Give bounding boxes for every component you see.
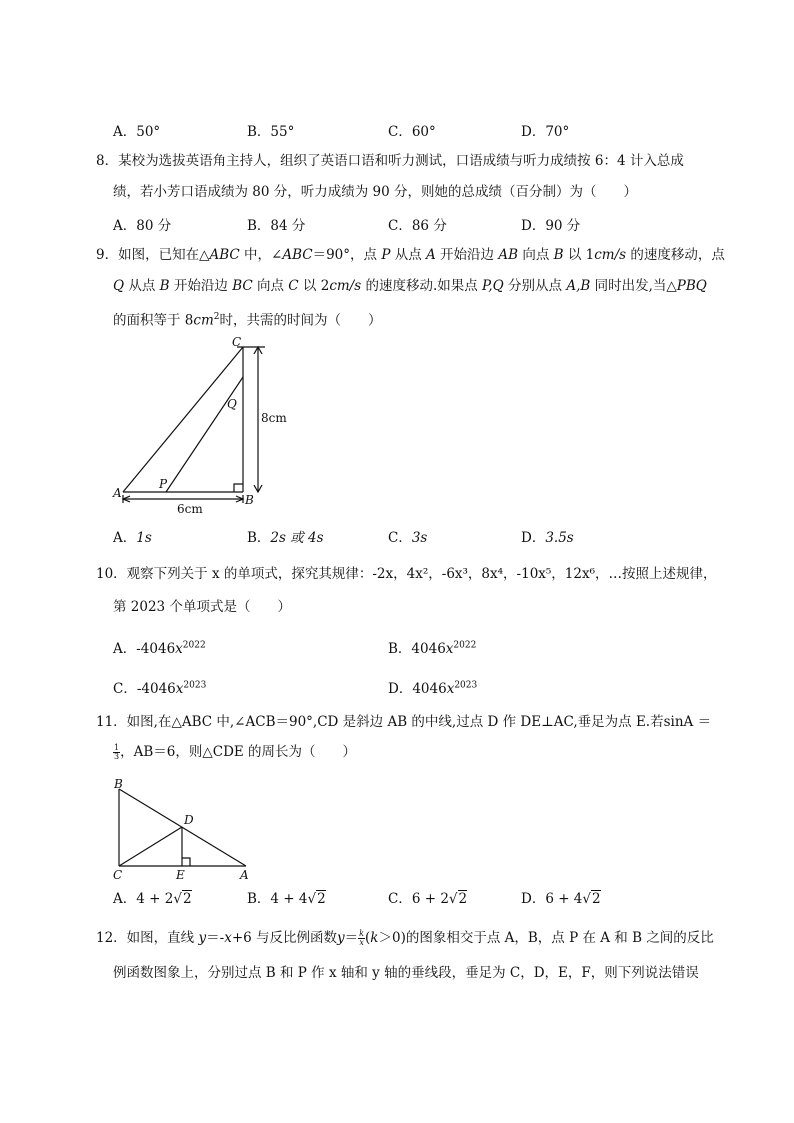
q9-line-1: 9．如图，已知在△ABC 中，∠ABC＝90°，点 P 从点 A 开始沿边 AB 向点 B 以 1cm/s 的速度移动，点 — [96, 247, 725, 263]
label-height: 8cm — [261, 411, 287, 425]
q10-option-d: D．$4046x^{2023}$ — [388, 680, 478, 697]
kx-fraction: $\frac{k}{x}$ — [359, 929, 365, 947]
q11-figure — [108, 776, 258, 881]
q9-option-a: A．1s — [113, 530, 152, 546]
q8-line-1: 8．某校为选拔英语角主持人，组织了英语口语和听力测试，口语成绩与听力成绩按 6：4 计入总成 — [96, 153, 684, 169]
q9-figure — [110, 332, 300, 522]
q12-line-2: 例函数图象上，分别过点 B 和 P 作 x 轴和 y 轴的垂线段，垂足为 C，D，E，F，则下列说法错误 — [113, 965, 699, 981]
q7-option-b: B．55° — [247, 124, 295, 140]
label-a: A — [113, 486, 122, 500]
q11-option-b: B．4 + 4√2 — [247, 891, 326, 907]
right-angle-mark — [234, 484, 243, 492]
q9-option-c: C．3s — [388, 530, 428, 546]
q11-option-d: D．6 + 4√2 — [521, 891, 601, 907]
label-q: Q — [227, 397, 237, 411]
q11-option-c: C．6 + 2√2 — [388, 891, 468, 907]
q9-line-2: Q 从点 B 开始沿边 BC 向点 C 以 2cm/s 的速度移动.如果点 P,Q 分别从点 A,B 同时出发,当△PBQ — [113, 278, 707, 294]
label-base: 6cm — [177, 502, 203, 516]
q10-line-2: 第 2023 个单项式是（ ） — [113, 599, 291, 615]
segment-cd — [119, 827, 182, 866]
segment-ac — [123, 347, 243, 492]
q12-line-1: 12．如图，直线 y＝-x+6 与反比例函数y＝ $\frac{k}{x}$ (k＞0)的图象相交于点 A，B，点 P 在 A 和 B 之间的反比 — [96, 929, 714, 947]
q10-option-c: C．$-4046x^{2023}$ — [113, 680, 207, 697]
q9-line-3: 的面积等于 $8cm^2$时，共需的时间为（ ） — [113, 312, 382, 329]
q11-option-a: A．4 + 2√2 — [113, 891, 192, 907]
q8-option-b: B．84 分 — [247, 218, 306, 234]
q8-line-2: 绩，若小芳口语成绩为 80 分，听力成绩为 90 分，则她的总成绩（百分制）为（ ） — [113, 184, 638, 200]
q10-option-a: A．$-4046x^{2022}$ — [113, 640, 206, 657]
right-angle-mark — [182, 858, 190, 866]
q11-line-2: $\frac{1}{3}$ ，AB＝6，则△CDE 的周长为（ ） — [114, 743, 357, 761]
q11-line-1: 11．如图,在△ABC 中,∠ACB＝90°,CD 是斜边 AB 的中线,过点 D 作 DE⊥AC,垂足为点 E.若sinA ＝ — [96, 714, 712, 730]
q8-option-c: C．86 分 — [388, 218, 447, 234]
q10-option-b: B．$4046x^{2022}$ — [388, 640, 477, 657]
q8-option-a: A．80 分 — [113, 218, 172, 234]
q7-option-a: A．50° — [113, 124, 161, 140]
q10-line-1: 10．观察下列关于 x 的单项式，探究其规律：-2x，4x²，-6x³，8x⁴，-10x⁵，12x⁶，…按照上述规律， — [96, 566, 717, 582]
label-d: D — [184, 813, 194, 827]
label-p: P — [159, 477, 168, 491]
sin-fraction: $\frac{1}{3}$ — [114, 743, 120, 761]
label-b: B — [245, 493, 254, 507]
label-b: B — [114, 777, 123, 791]
label-c: C — [113, 868, 123, 881]
q7-option-c: C．60° — [388, 124, 436, 140]
q7-option-d: D．70° — [521, 124, 570, 140]
label-a: A — [240, 868, 249, 881]
label-c: C — [232, 335, 242, 349]
q9-option-d: D．3.5s — [521, 530, 574, 546]
label-e: E — [176, 868, 185, 881]
q8-option-d: D．90 分 — [521, 218, 581, 234]
q9-option-b: B．2s 或 4s — [247, 530, 324, 546]
